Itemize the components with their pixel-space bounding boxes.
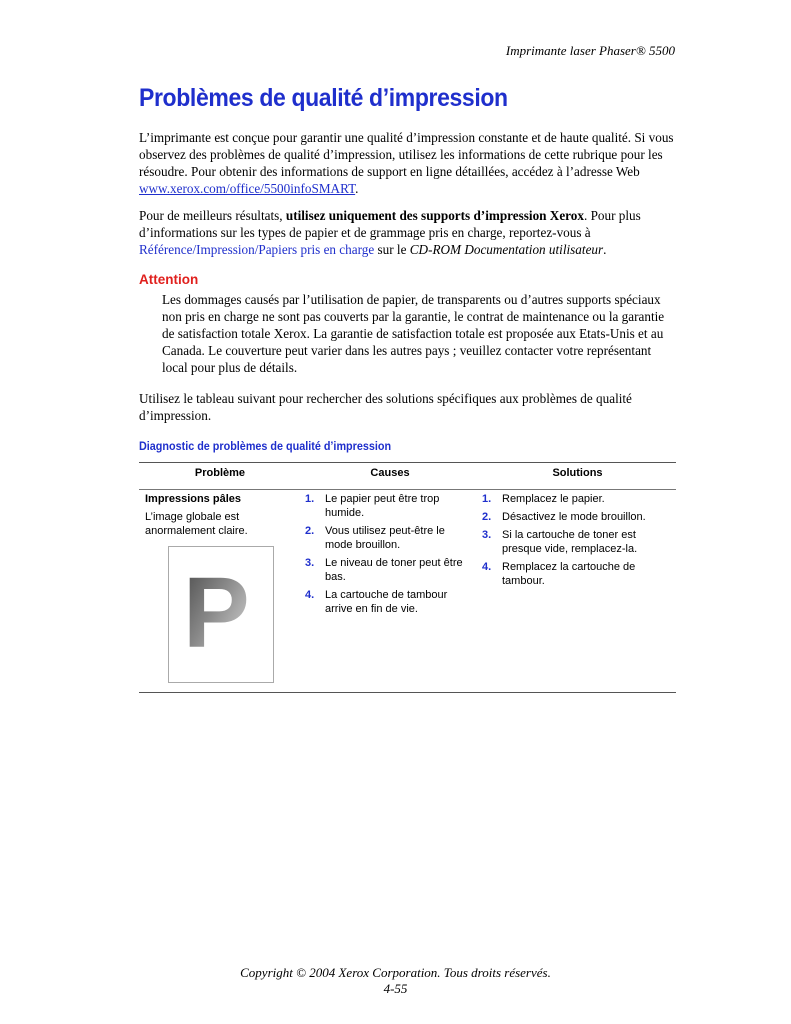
item-text: Si la cartouche de toner est presque vide, remplacez-la. (502, 529, 638, 555)
item-text: Remplacez le papier. (502, 493, 605, 505)
list-item (482, 510, 657, 524)
support-web-link[interactable]: www.xerox.com/office/5500infoSMART (139, 181, 356, 196)
list-item (305, 492, 475, 520)
item-text: Désactivez le mode brouillon. (502, 511, 646, 523)
recommendation-end: . (603, 242, 607, 257)
item-number: 4. (305, 589, 315, 601)
recommendation-bold: utilisez uniquement des supports d’impression Xerox (285, 208, 584, 223)
list-item (482, 492, 657, 506)
page-footer (0, 965, 791, 997)
solutions-list (482, 492, 657, 592)
recommendation-sur: sur le (374, 242, 410, 257)
table-header-rule (139, 489, 676, 490)
intro-end: . (355, 181, 359, 196)
item-number: 1. (482, 493, 492, 505)
causes-list (305, 492, 475, 620)
item-text: Le niveau de toner peut être bas. (325, 557, 463, 583)
table-bottom-rule (139, 692, 676, 693)
list-item (482, 528, 657, 556)
header-probleme: Problème (194, 467, 246, 479)
item-number: 4. (482, 561, 492, 573)
list-item (305, 524, 475, 552)
item-text: Remplacez la cartouche de tambour. (502, 561, 636, 587)
problem-description: L’image globale est anormalement claire. (145, 511, 248, 537)
item-text: La cartouche de tambour arrive en fin de vie. (325, 589, 448, 615)
attention-text: Les dommages causés par l’utilisation de papier, de transparents ou d’autres supports spéciaux non pris en charge ne sont pas couverts par la garantie, le contrat de maintenance ou la garantie de satisfaction totale Xerox. La garantie de satisfaction totale est proposée aux Etats-Unis et au Canada. Le couverture peut varier dans les autres pays ; veuillez contacter votre représentant local pour plus de détails. (162, 292, 665, 375)
table-intro-paragraph: Utilisez le tableau suivant pour rechercher des solutions spécifiques aux problèmes de qualité d’impression. (139, 391, 632, 423)
item-number: 1. (305, 493, 315, 505)
list-item (305, 556, 475, 584)
item-text: Le papier peut être trop humide. (325, 493, 440, 519)
copyright-text: Copyright © 2004 Xerox Corporation. Tous droits réservés. (240, 965, 551, 980)
cdrom-title: CD-ROM Documentation utilisateur (409, 242, 604, 257)
intro-paragraph (139, 129, 679, 197)
header-causes: Causes (370, 467, 410, 479)
item-number: 2. (305, 525, 315, 537)
page-title: Problèmes de qualité d’impression (139, 84, 508, 112)
sample-letter: P (183, 553, 250, 673)
recommendation-middle: . Pour plus d’informations sur les types de papier et de grammage pris en charge, reportez-vous à (139, 208, 641, 240)
reference-link[interactable]: Référence/Impression/Papiers pris en charge (139, 242, 375, 257)
table-top-rule (139, 462, 676, 463)
sample-print-image (168, 546, 274, 683)
page-number: 4-55 (383, 981, 408, 996)
intro-text: L’imprimante est conçue pour garantir une qualité d’impression constante et de haute qualité. Si vous observez des problèmes de qualité d’impression, utilisez les informations de cette rubrique pour les résoudre. Pour obtenir des informations de support en ligne détaillées, accédez à l’adresse Web (139, 130, 674, 179)
item-number: 3. (305, 557, 315, 569)
recommendation-paragraph (139, 207, 679, 258)
list-item (482, 560, 657, 588)
item-text: Vous utilisez peut-être le mode brouillon. (325, 525, 445, 551)
header-solutions: Solutions (552, 467, 603, 479)
item-number: 3. (482, 529, 492, 541)
header-product-name: Imprimante laser Phaser® 5500 (505, 43, 675, 58)
attention-label: Attention (139, 272, 199, 287)
problem-title: Impressions pâles (145, 493, 241, 505)
table-caption: Diagnostic de problèmes de qualité d’impression (139, 439, 392, 453)
recommendation-lead: Pour de meilleurs résultats, (139, 208, 286, 223)
list-item (305, 588, 475, 616)
item-number: 2. (482, 511, 492, 523)
